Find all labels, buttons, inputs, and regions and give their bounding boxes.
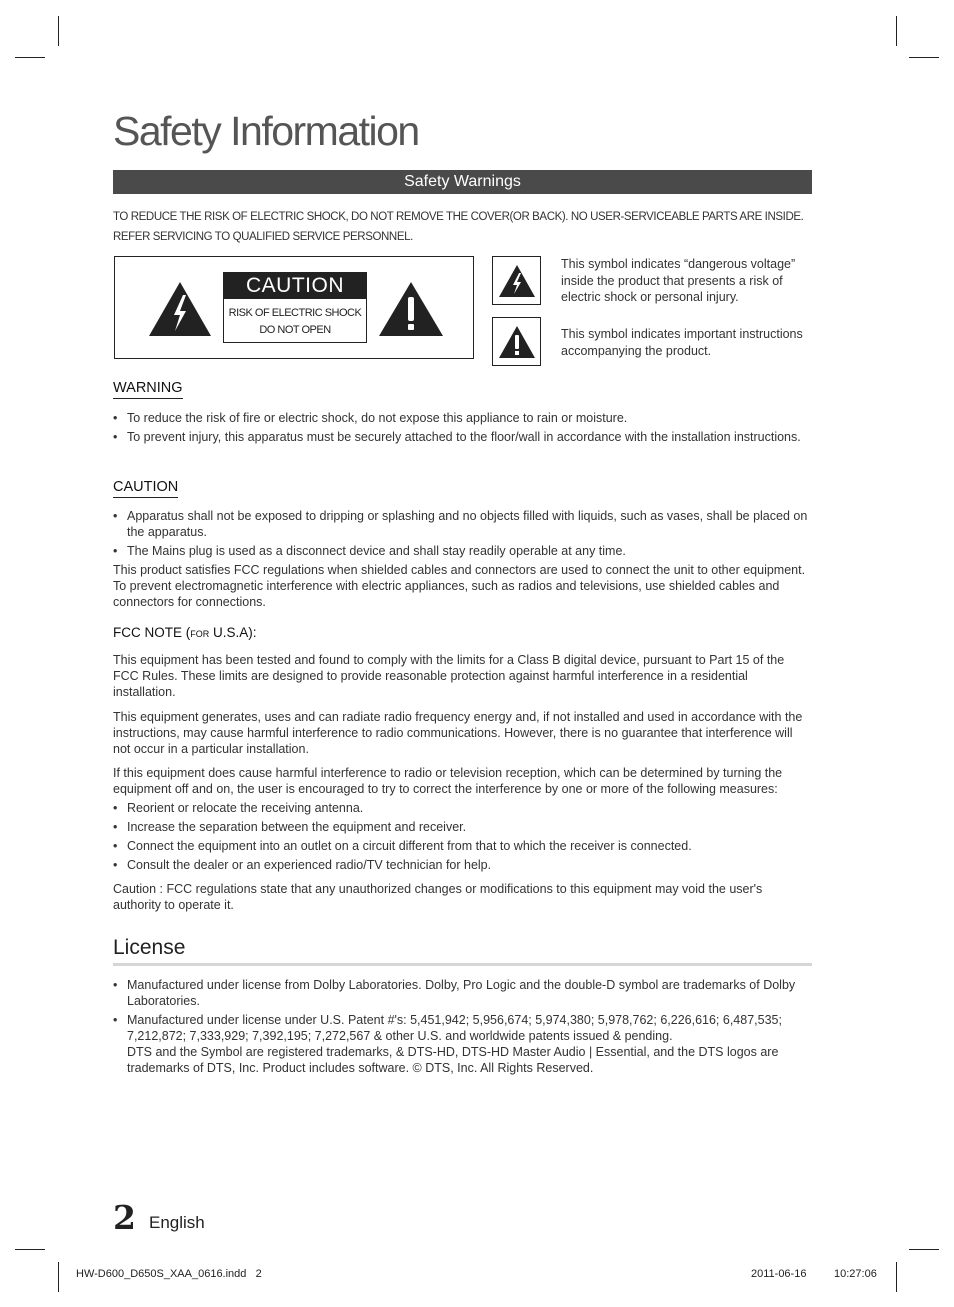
crop-mark — [58, 16, 59, 46]
fcc-closing: Caution : FCC regulations state that any unauthorized changes or modifications to this equipment may void the user's authority to operate it. — [113, 882, 763, 912]
fcc-heading-part: FCC NOTE ( — [113, 625, 191, 640]
fcc-heading-part: U.S.A): — [209, 625, 257, 640]
crop-mark — [896, 1262, 897, 1292]
caution-heading: CAUTION — [113, 479, 178, 498]
fcc-paragraph-2: This equipment generates, uses and can radiate radio frequency energy and, if not installed and used in accordance with the instructions, may cause harmful interference to radio communications. However, there is no guarantee that interference will not occur in a particular installation. — [113, 710, 803, 756]
list-item: • Manufactured under license from Dolby Laboratories. Dolby, Pro Logic and the double-D symbol are trademarks of Dolby Laboratories. — [113, 977, 813, 1009]
caution-label-header: CAUTION — [224, 273, 366, 299]
intro-line-1: TO REDUCE THE RISK OF ELECTRIC SHOCK, DO NOT REMOVE THE COVER(OR BACK). NO USER-SERVICEABLE PARTS ARE INSIDE. — [113, 211, 804, 223]
exclamation-symbol-text: This symbol indicates important instructions accompanying the product. — [561, 327, 803, 358]
fcc-paragraph-1: This equipment has been tested and found to comply with the limits for a Class B digital device, pursuant to Part 15 of the FCC Rules. These limits are designed to provide reasonable protection against harmful interference in a residential installation. — [113, 653, 785, 699]
fcc-cable-paragraph: This product satisfies FCC regulations when shielded cables and connectors are used to connect the unit to other equipment. To prevent electromagnetic interference with electric appliances, such as radios and televisions, use shielded cables and connectors for connections. — [113, 563, 806, 609]
crop-mark — [909, 1249, 939, 1250]
fcc-note-heading — [113, 625, 257, 642]
fcc-heading-for: for — [190, 625, 210, 640]
exclamation-triangle-icon — [498, 325, 536, 359]
page-number: 2 — [113, 1198, 136, 1237]
crop-mark — [15, 1249, 45, 1250]
caution-label-line-1: RISK OF ELECTRIC SHOCK — [228, 307, 362, 319]
intro-line-2: REFER SERVICING TO QUALIFIED SERVICE PERSONNEL. — [113, 231, 413, 243]
fcc-measures-list — [113, 800, 813, 873]
warning-list — [113, 410, 813, 445]
crop-mark — [58, 1262, 59, 1292]
crop-mark — [896, 16, 897, 46]
license-dts-patents: • Manufactured under license under U.S. Patent #'s: 5,451,942; 5,956,674; 5,974,380; 5,978,762; 6,226,616; 6,487,535; 7,212,872; 7,333,929; 7,392,195; 7,272,567 & other U.S. and worldwide patents issued & pending. — [127, 1013, 782, 1043]
list-item: • Connect the equipment into an outlet on a circuit different from that to which the receiver is connected. — [113, 838, 813, 854]
list-item — [113, 1012, 813, 1076]
section-title-bar: Safety Warnings — [113, 170, 812, 194]
list-item: • The Mains plug is used as a disconnect device and shall stay readily operable at any time. — [113, 543, 813, 559]
license-dts-trademarks: DTS and the Symbol are registered trademarks, & DTS-HD, DTS-HD Master Audio | Essential, and the DTS logos are trademarks of DTS, Inc. Product includes software. © DTS, Inc. All Rights Reserved. — [127, 1045, 779, 1075]
caution-label — [223, 272, 367, 343]
list-item: • To prevent injury, this apparatus must be securely attached to the floor/wall in accordance with the installation instructions. — [113, 429, 813, 445]
crop-mark — [15, 57, 45, 58]
license-heading: License — [113, 936, 186, 959]
exclamation-symbol-box — [492, 317, 541, 366]
page-title: Safety Information — [113, 108, 419, 154]
lightning-symbol-text: This symbol indicates “dangerous voltage” inside the product that presents a risk of electric shock or personal injury. — [561, 257, 796, 304]
intro-warning — [113, 207, 813, 247]
list-item: • Increase the separation between the equipment and receiver. — [113, 819, 813, 835]
caution-list — [113, 508, 813, 610]
page-language: English — [149, 1213, 205, 1232]
list-item: • To reduce the risk of fire or electric shock, do not expose this appliance to rain or moisture. — [113, 410, 813, 426]
fcc-paragraph-3: If this equipment does cause harmful interference to radio or television reception, which can be determined by turning the equipment off and on, the user is encouraged to try to correct the interference by one or more of the following measures: — [113, 766, 783, 796]
lightning-symbol-box — [492, 256, 541, 305]
list-item: • Apparatus shall not be exposed to dripping or splashing and no objects filled with liquids, such as vases, shall be placed on the apparatus. — [113, 508, 813, 540]
footer-time: 10:27:06 — [834, 1268, 877, 1280]
caution-label-line-2: DO NOT OPEN — [259, 324, 331, 336]
license-list — [113, 977, 813, 1076]
footer-file-name: HW-D600_D650S_XAA_0616.indd 2 — [76, 1268, 262, 1280]
caution-label-box — [114, 256, 474, 359]
warning-heading: WARNING — [113, 380, 183, 399]
license-rule — [113, 963, 812, 966]
lightning-triangle-icon — [498, 264, 536, 298]
crop-mark — [909, 57, 939, 58]
list-item: • Reorient or relocate the receiving antenna. — [113, 800, 813, 816]
footer-date: 2011-06-16 — [751, 1268, 807, 1280]
lightning-triangle-icon — [148, 281, 212, 337]
exclamation-triangle-icon — [378, 281, 444, 337]
list-item: • Consult the dealer or an experienced radio/TV technician for help. — [113, 857, 813, 873]
